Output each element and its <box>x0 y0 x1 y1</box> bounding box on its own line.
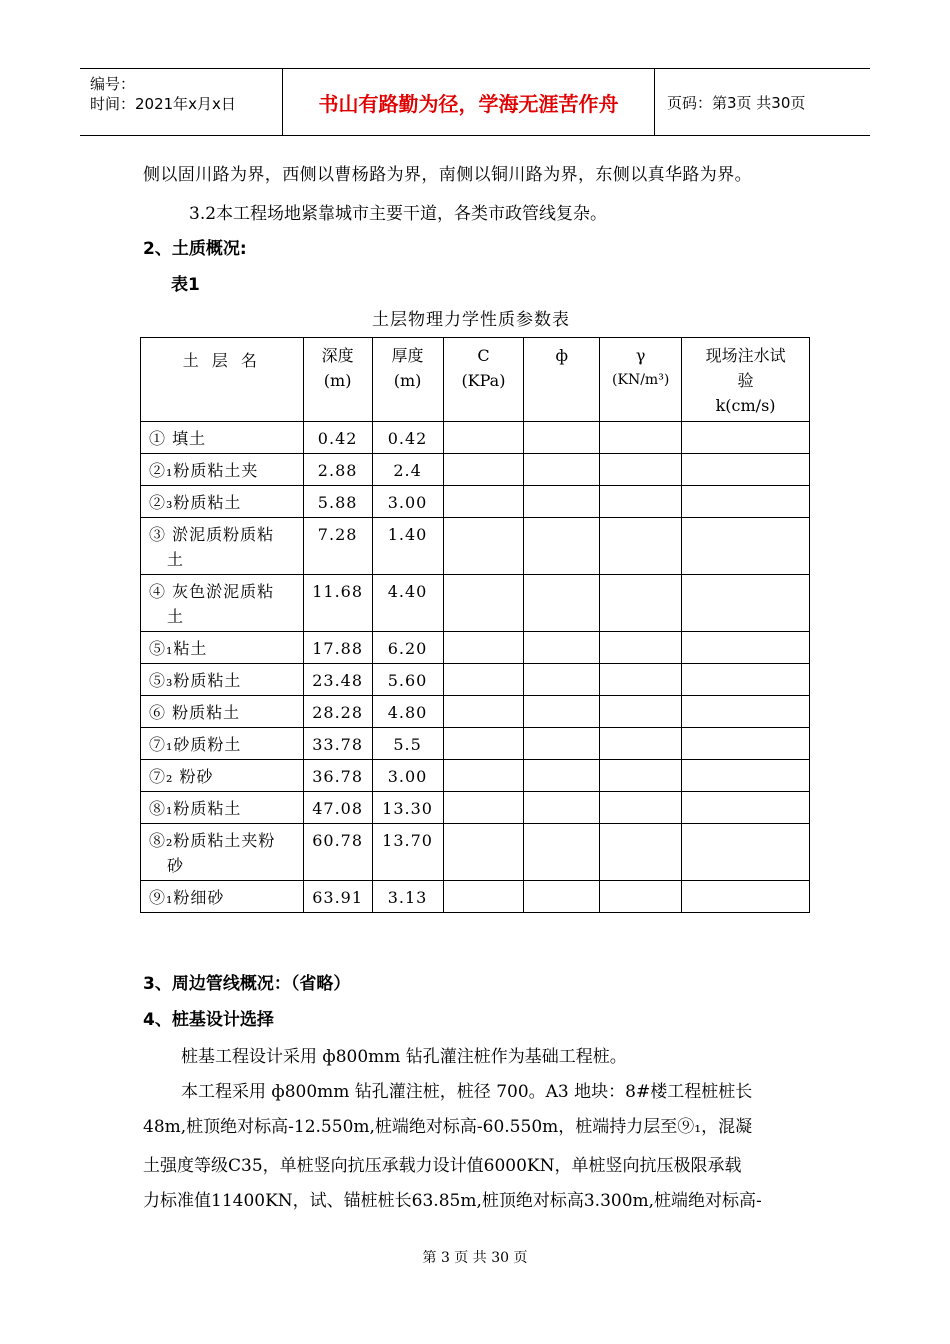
depth-cell: 28.28 <box>303 696 372 728</box>
gamma-cell <box>600 728 682 760</box>
table-header-row <box>141 338 810 422</box>
table-row <box>141 422 810 454</box>
gamma-cell <box>600 881 682 913</box>
layer-name-cell <box>141 486 304 518</box>
layer-name: ① 填土 <box>149 429 207 448</box>
phi-cell <box>524 696 600 728</box>
phi-cell <box>524 486 600 518</box>
permeability-cell <box>682 881 810 913</box>
phi-label: ф <box>555 346 569 365</box>
gamma-cell <box>600 824 682 881</box>
body-line-2: 3.2本工程场地紧靠城市主要干道，各类市政管线复杂。 <box>189 204 608 224</box>
doc-time-label: 时间：2021年x月x日 <box>90 95 236 113</box>
layer-name-cell <box>141 664 304 696</box>
gamma-cell <box>600 518 682 575</box>
layer-name: ⑦₁砂质粉土 <box>149 735 242 754</box>
section-4-heading: 4、桩基设计选择 <box>143 1010 274 1030</box>
thickness-cell: 5.60 <box>372 664 443 696</box>
thickness-cell: 3.13 <box>372 881 443 913</box>
table-row <box>141 728 810 760</box>
col-header-thickness <box>372 338 443 422</box>
layer-name-cell <box>141 824 304 881</box>
layer-name: ⑧₂粉质粘土夹粉 <box>149 831 276 850</box>
depth-cell: 33.78 <box>303 728 372 760</box>
phi-cell <box>524 792 600 824</box>
permeability-cell <box>682 486 810 518</box>
layer-name-cont: 土 <box>167 550 185 569</box>
table-row <box>141 824 810 881</box>
section-2-heading: 2、土质概况: <box>143 239 247 259</box>
permeability-label-2: 验 <box>737 371 754 390</box>
thickness-cell: 2.4 <box>372 454 443 486</box>
col-header-phi <box>524 338 600 422</box>
layer-name-cell <box>141 881 304 913</box>
cohesion-cell <box>443 486 524 518</box>
layer-name-cell <box>141 792 304 824</box>
depth-cell: 36.78 <box>303 760 372 792</box>
layer-name-cell <box>141 632 304 664</box>
col-header-permeability <box>682 338 810 422</box>
layer-name: ④ 灰色淤泥质粘 <box>149 582 275 601</box>
permeability-cell <box>682 760 810 792</box>
layer-name: ⑨₁粉细砂 <box>149 888 225 907</box>
layer-name-cell <box>141 454 304 486</box>
thickness-cell: 13.70 <box>372 824 443 881</box>
layer-name: ⑧₁粉质粘土 <box>149 799 242 818</box>
layer-name-cell <box>141 696 304 728</box>
cohesion-cell <box>443 760 524 792</box>
thickness-cell: 3.00 <box>372 486 443 518</box>
paragraph-2-line-4: 力标准值11400KN，试、锚桩桩长63.85m,桩顶绝对标高3.300m,桩端绝对标高- <box>143 1191 762 1211</box>
depth-cell: 7.28 <box>303 518 372 575</box>
header-motto: 书山有路勤为径，学海无涯苦作舟 <box>283 69 655 135</box>
permeability-unit: k(cm/s) <box>715 396 776 415</box>
gamma-cell <box>600 664 682 696</box>
permeability-cell <box>682 664 810 696</box>
cohesion-cell <box>443 632 524 664</box>
cohesion-cell <box>443 575 524 632</box>
cohesion-cell <box>443 422 524 454</box>
permeability-cell <box>682 728 810 760</box>
layer-name-cell <box>141 575 304 632</box>
thickness-cell: 0.42 <box>372 422 443 454</box>
table-row <box>141 575 810 632</box>
thickness-unit: (m) <box>393 371 422 390</box>
depth-cell: 11.68 <box>303 575 372 632</box>
doc-number-label: 编号： <box>90 75 136 93</box>
table-row <box>141 792 810 824</box>
gamma-cell <box>600 486 682 518</box>
depth-cell: 60.78 <box>303 824 372 881</box>
depth-cell: 5.88 <box>303 486 372 518</box>
permeability-cell <box>682 632 810 664</box>
thickness-cell: 4.80 <box>372 696 443 728</box>
layer-name: ⑤₃粉质粘土 <box>149 671 242 690</box>
layer-name: ⑦₂ 粉砂 <box>149 767 214 786</box>
depth-cell: 0.42 <box>303 422 372 454</box>
thickness-cell: 4.40 <box>372 575 443 632</box>
layer-name-cell <box>141 728 304 760</box>
permeability-cell <box>682 792 810 824</box>
thickness-label: 厚度 <box>391 346 424 365</box>
table-row <box>141 454 810 486</box>
cohesion-cell <box>443 728 524 760</box>
header-meta <box>80 69 283 135</box>
table-label: 表1 <box>171 275 200 295</box>
permeability-cell <box>682 422 810 454</box>
layer-name: ③ 淤泥质粉质粘 <box>149 525 275 544</box>
phi-cell <box>524 824 600 881</box>
phi-cell <box>524 454 600 486</box>
table-row <box>141 664 810 696</box>
thickness-cell: 5.5 <box>372 728 443 760</box>
gamma-cell <box>600 760 682 792</box>
table-row <box>141 881 810 913</box>
col-header-depth <box>303 338 372 422</box>
depth-cell: 2.88 <box>303 454 372 486</box>
depth-unit: (m) <box>323 371 352 390</box>
layer-name-cell <box>141 760 304 792</box>
paragraph-1: 桩基工程设计采用 ф800mm 钻孔灌注桩作为基础工程桩。 <box>181 1047 627 1067</box>
gamma-cell <box>600 696 682 728</box>
cohesion-cell <box>443 824 524 881</box>
layer-name: ⑥ 粉质粘土 <box>149 703 241 722</box>
permeability-cell <box>682 518 810 575</box>
page-header <box>80 68 870 136</box>
table-row <box>141 760 810 792</box>
phi-cell <box>524 760 600 792</box>
layer-name-cont: 砂 <box>167 856 185 875</box>
permeability-label-1: 现场注水试 <box>705 346 786 365</box>
gamma-cell <box>600 575 682 632</box>
depth-cell: 63.91 <box>303 881 372 913</box>
phi-cell <box>524 422 600 454</box>
thickness-cell: 1.40 <box>372 518 443 575</box>
thickness-cell: 13.30 <box>372 792 443 824</box>
col-header-cohesion <box>443 338 524 422</box>
layer-name-cell <box>141 422 304 454</box>
page-footer: 第 3 页 共 30 页 <box>422 1250 528 1266</box>
depth-cell: 47.08 <box>303 792 372 824</box>
layer-name: ②₃粉质粘土 <box>149 493 242 512</box>
table-row <box>141 518 810 575</box>
phi-cell <box>524 664 600 696</box>
cohesion-cell <box>443 664 524 696</box>
depth-label: 深度 <box>321 346 354 365</box>
phi-cell <box>524 632 600 664</box>
cohesion-unit: (KPa) <box>461 371 506 390</box>
cohesion-cell <box>443 792 524 824</box>
gamma-unit: (KN/m³) <box>612 372 670 388</box>
table-row <box>141 696 810 728</box>
phi-cell <box>524 881 600 913</box>
cohesion-cell <box>443 518 524 575</box>
thickness-cell: 3.00 <box>372 760 443 792</box>
paragraph-2-line-3: 土强度等级C35，单桩竖向抗压承载力设计值6000KN，单桩竖向抗压极限承载 <box>143 1156 742 1176</box>
table-caption: 土层物理力学性质参数表 <box>372 310 570 330</box>
cohesion-cell <box>443 881 524 913</box>
phi-cell <box>524 728 600 760</box>
depth-cell: 23.48 <box>303 664 372 696</box>
gamma-cell <box>600 422 682 454</box>
body-line-1: 侧以固川路为界，西侧以曹杨路为界，南侧以铜川路为界，东侧以真华路为界。 <box>143 165 752 185</box>
phi-cell <box>524 575 600 632</box>
header-page-number: 页码：第3页 共30页 <box>667 93 806 112</box>
layer-name: ②₁粉质粘土夹 <box>149 461 259 480</box>
phi-cell <box>524 518 600 575</box>
layer-name-cell <box>141 518 304 575</box>
gamma-label: γ <box>635 346 646 365</box>
paragraph-2-line-1: 本工程采用 ф800mm 钻孔灌注桩，桩径 700。A3 地块：8#楼工程桩桩长 <box>181 1082 753 1102</box>
layer-name-cont: 土 <box>167 607 185 626</box>
col-header-gamma <box>600 338 682 422</box>
layer-name: ⑤₁粘土 <box>149 639 208 658</box>
depth-cell: 17.88 <box>303 632 372 664</box>
soil-parameters-table <box>140 337 810 913</box>
cohesion-cell <box>443 696 524 728</box>
gamma-cell <box>600 632 682 664</box>
gamma-cell <box>600 792 682 824</box>
section-3-heading: 3、周边管线概况：（省略） <box>143 974 351 994</box>
permeability-cell <box>682 824 810 881</box>
table-row <box>141 486 810 518</box>
permeability-cell <box>682 454 810 486</box>
gamma-cell <box>600 454 682 486</box>
col-header-layer-name: 土 层 名 <box>141 338 304 422</box>
cohesion-label: C <box>477 346 490 365</box>
thickness-cell: 6.20 <box>372 632 443 664</box>
permeability-cell <box>682 696 810 728</box>
cohesion-cell <box>443 454 524 486</box>
paragraph-2-line-2: 48m,桩顶绝对标高-12.550m,桩端绝对标高-60.550m，桩端持力层至⑨₁，混凝 <box>143 1117 753 1137</box>
table-row <box>141 632 810 664</box>
permeability-cell <box>682 575 810 632</box>
